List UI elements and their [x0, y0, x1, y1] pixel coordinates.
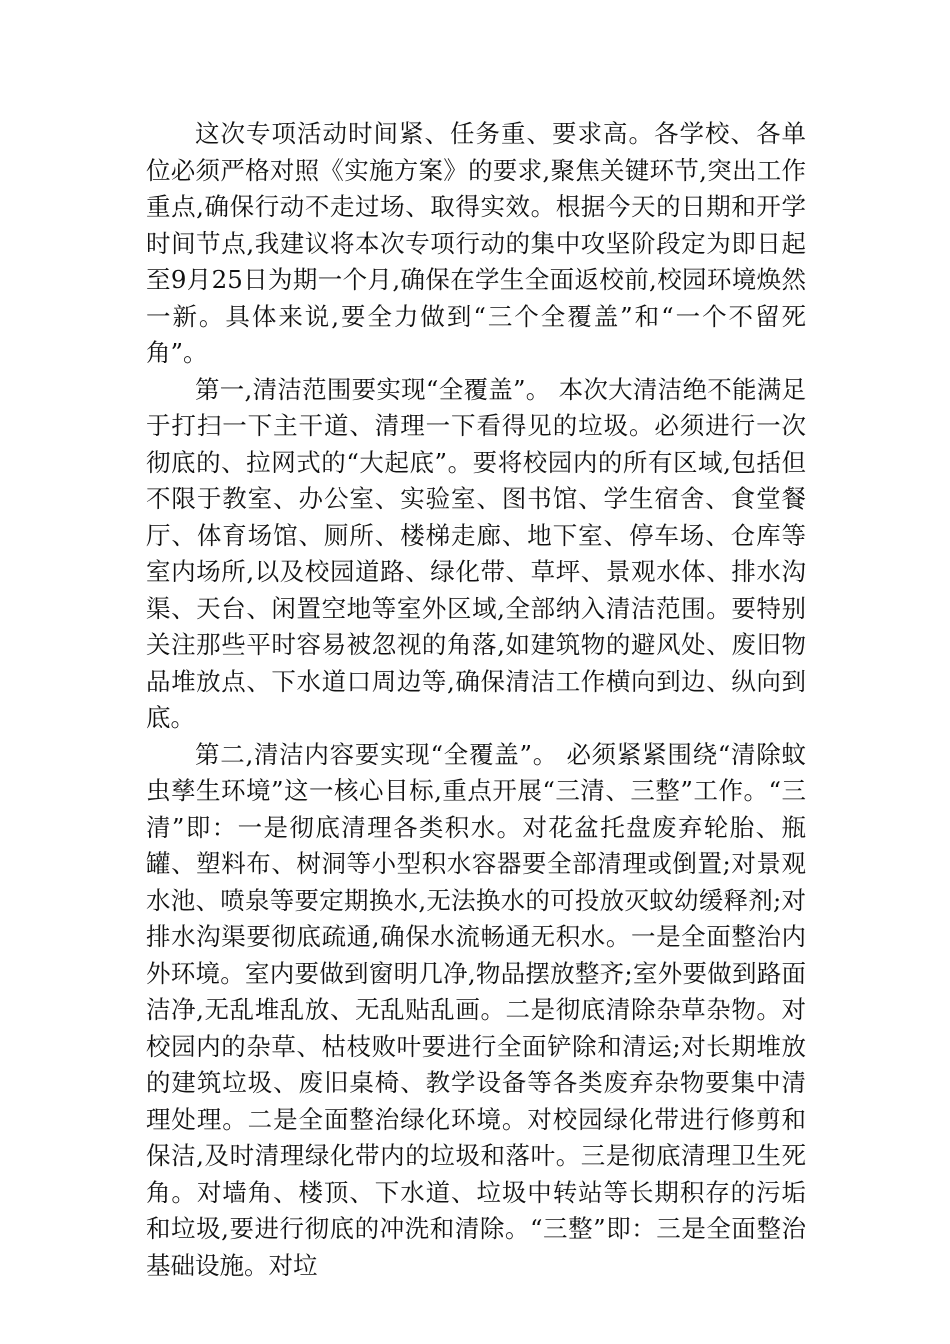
paragraph-intro: 这次专项活动时间紧、任务重、要求高。各学校、各单位必须严格对照《实施方案》的要求,聚焦关键环节,突出工作重点,确保行动不走过场、取得实效。根据今天的日期和开学时间节点,我建议将本次专项行动的集中攻坚阶段定为即日起至9月25日为期一个月,确保在学生全面返校前,校园环境焕然一新。具体来说,要全力做到“三个全覆盖”和“一个不留死角”。	[146, 119, 806, 367]
paragraph-cleaning-content: 第二,清洁内容要实现“全覆盖”。 必须紧紧围绕“清除蚊虫孳生环境”这一核心目标,重点开展“三清、三整”工作。“三清”即：一是彻底清理各类积水。对花盆托盘废弃轮胎、瓶罐、塑料布、树洞等小型积水容器要全部清理或倒置;对景观水池、喷泉等要定期换水,无法换水的可投放灭蚊幼缓释剂;对排水沟渠要彻底疏通,确保水流畅通无积水。一是全面整治内外环境。室内要做到窗明几净,物品摆放整齐;室外要做到路面洁净,无乱堆乱放、无乱贴乱画。二是彻底清除杂草杂物。对校园内的杂草、枯枝败叶要进行全面铲除和清运;对长期堆放的建筑垃圾、废旧桌椅、教学设备等各类废弃杂物要集中清理处理。二是全面整治绿化环境。对校园绿化带进行修剪和保洁,及时清理绿化带内的垃圾和落叶。三是彻底清理卫生死角。对墙角、楼顶、下水道、垃圾中转站等长期积存的污垢和垃圾,要进行彻底的冲洗和清除。“三整”即：三是全面整治基础设施。对垃	[146, 739, 806, 1280]
document-body	[146, 116, 806, 1284]
paragraph-cleaning-scope: 第一,清洁范围要实现“全覆盖”。 本次大清洁绝不能满足于打扫一下主干道、清理一下看得见的垃圾。必须进行一次彻底的、拉网式的“大起底”。要将校园内的所有区域,包括但不限于教室、办公室、实验室、图书馆、学生宿舍、食堂餐厅、体育场馆、厕所、楼梯走廊、地下室、停车场、仓库等室内场所,以及校园道路、绿化带、草坪、景观水体、排水沟渠、天台、闲置空地等室外区域,全部纳入清洁范围。要特别关注那些平时容易被忽视的角落,如建筑物的避风处、废旧物品堆放点、下水道口周边等,确保清洁工作横向到边、纵向到底。	[146, 374, 806, 732]
